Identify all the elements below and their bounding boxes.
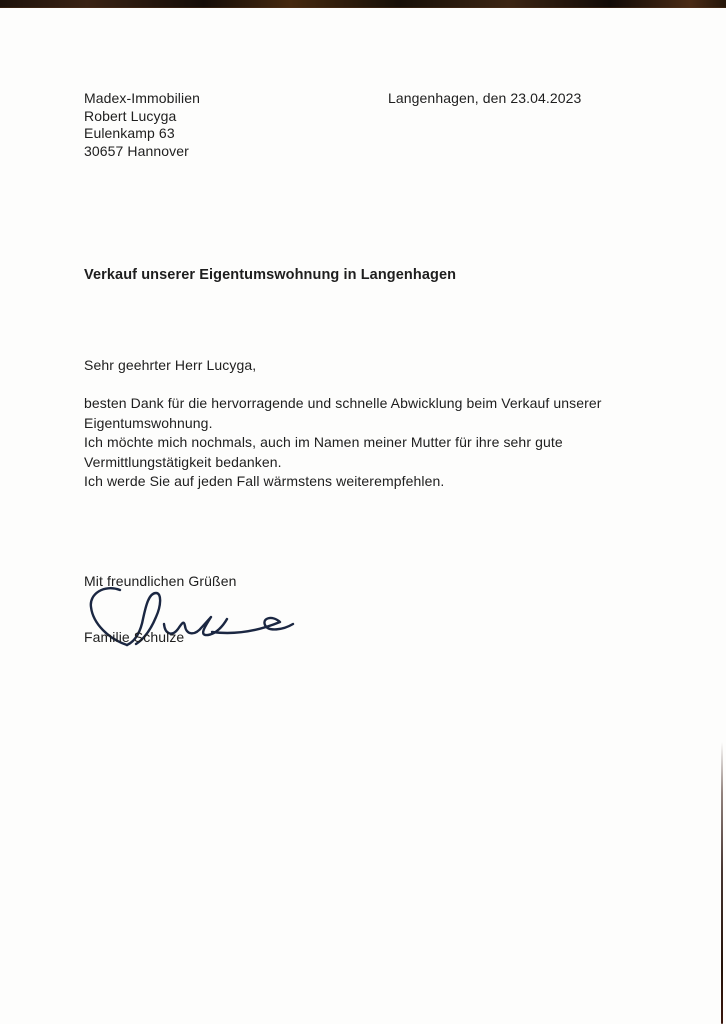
body-line: Ich werde Sie auf jeden Fall wärmstens weiterempfehlen. bbox=[84, 473, 445, 489]
body-line: besten Dank für die hervorragende und schnelle Abwicklung beim Verkauf unserer bbox=[84, 395, 602, 411]
address-line-street: Eulenkamp 63 bbox=[84, 125, 175, 141]
recipient-address-block bbox=[84, 90, 200, 160]
subject-line: Verkauf unserer Eigentumswohnung in Langenhagen bbox=[84, 267, 457, 283]
signer-name: Familie Schulze bbox=[84, 629, 185, 645]
letter-body bbox=[84, 394, 602, 492]
scan-right-edge-artifact bbox=[721, 742, 723, 1024]
body-line: Ich möchte mich nochmals, auch im Namen meiner Mutter für ihre sehr gute bbox=[84, 434, 563, 450]
address-line-city: 30657 Hannover bbox=[84, 142, 189, 159]
address-line-name: Robert Lucyga bbox=[84, 107, 177, 124]
salutation: Sehr geehrter Herr Lucyga, bbox=[84, 357, 257, 373]
address-line-company: Madex-Immobilien bbox=[84, 90, 200, 106]
date-line: Langenhagen, den 23.04.2023 bbox=[388, 90, 582, 106]
scan-top-edge-artifact bbox=[0, 0, 726, 8]
closing-phrase: Mit freundlichen Grüßen bbox=[84, 573, 237, 589]
body-line: Eigentumswohnung. bbox=[84, 414, 213, 431]
body-line: Vermittlungstätigkeit bedanken. bbox=[84, 453, 282, 470]
